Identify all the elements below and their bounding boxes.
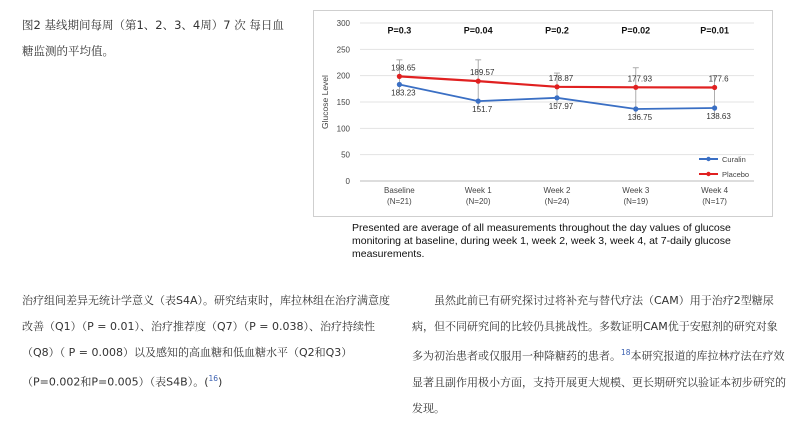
- y-tick-label: 250: [336, 45, 350, 55]
- data-label-placebo: 177.93: [627, 74, 653, 84]
- y-tick-label: 50: [341, 150, 350, 160]
- left-paragraph-text: 治疗组间差异无统计学意义（表S4A）。研究结束时，库拉林组在治疗满意度改善（Q1）（P = 0.01）、治疗推荐度（Q7）（P = 0.038）、治疗持续性（Q8）（ P = 0.008）以及感知的高血糖和低血糖水平（Q2和Q3）（P=0.002和P=0.005）（表S4B）。(: [22, 294, 391, 389]
- left-paragraph: [22, 288, 392, 396]
- legend-label-curalin: Curalin: [722, 155, 746, 164]
- y-tick-label: 200: [336, 71, 350, 81]
- x-tick-label: Week 1: [464, 186, 492, 195]
- p-value-label: P=0.01: [700, 25, 729, 36]
- data-label-curalin: 136.75: [627, 112, 653, 122]
- data-label-placebo: 189.57: [469, 68, 495, 78]
- data-point-curalin: [554, 95, 559, 100]
- x-tick-label: Week 3: [622, 186, 650, 195]
- data-label-curalin: 138.63: [706, 111, 731, 121]
- chart-container: [313, 10, 773, 217]
- data-label-placebo: 178.87: [548, 73, 574, 83]
- data-label-placebo: 177.6: [708, 74, 729, 84]
- data-point-curalin: [476, 99, 481, 104]
- y-tick-label: 100: [336, 124, 350, 134]
- data-label-curalin: 151.7: [472, 105, 493, 115]
- x-tick-label: Week 4: [701, 186, 729, 195]
- data-label-curalin: 157.97: [548, 101, 574, 111]
- legend-label-placebo: Placebo: [722, 170, 750, 179]
- chart-note: Presented are average of all measurements throughout the day values of glucose monitoring at baseline, during week 1, week 2, week 3, week 4, at 7-daily glucose measurements.: [352, 222, 731, 260]
- reference-link[interactable]: 18: [621, 348, 631, 357]
- reference-link[interactable]: 16: [208, 374, 219, 383]
- x-tick-n-label: (N=24): [544, 197, 570, 206]
- right-paragraph: [412, 288, 788, 422]
- p-value-label: P=0.04: [463, 25, 493, 36]
- y-tick-label: 300: [336, 19, 350, 28]
- right-paragraph-text-1: 虽然此前已有研究探讨过将补充与替代疗法（CAM）用于治疗2型糖尿病，但不同研究间的比较仍具挑战性。多数证明CAM优于安慰剂的研究对象多为初治患者或仅服用一种降糖药的患者。: [412, 294, 778, 363]
- data-label-curalin: 183.23: [391, 88, 416, 98]
- y-tick-label: 0: [345, 177, 350, 186]
- x-tick-label: Week 2: [543, 186, 571, 195]
- glucose-line-chart: [314, 11, 774, 218]
- data-point-curalin: [712, 105, 717, 110]
- data-point-placebo: [712, 85, 717, 90]
- x-tick-n-label: (N=20): [465, 197, 491, 206]
- p-value-label: P=0.02: [621, 25, 651, 36]
- right-paragraph-text-2: 本研究报道的库拉林疗法在疗效显著且副作用极小方面，支持开展更大规模、更长期研究以验证本初步研究的发现。: [412, 349, 786, 415]
- data-point-placebo: [476, 79, 481, 84]
- legend-marker-curalin: [706, 157, 710, 161]
- y-tick-label: 150: [336, 98, 350, 107]
- x-tick-n-label: (N=19): [623, 197, 649, 206]
- x-tick-label: Baseline: [384, 186, 415, 195]
- y-axis-label: Glucose Level: [320, 75, 330, 129]
- p-value-label: P=0.2: [545, 25, 569, 36]
- x-tick-n-label: (N=17): [702, 197, 727, 206]
- x-tick-n-label: (N=21): [387, 197, 412, 206]
- legend-marker-placebo: [706, 172, 710, 176]
- left-paragraph-end: ): [218, 375, 223, 389]
- data-point-curalin: [633, 106, 638, 111]
- data-point-placebo: [633, 85, 638, 90]
- figure-caption: 图2 基线期间每周（第1、2、3、4周）7 次 每日血糖监测的平均值。: [22, 18, 284, 58]
- data-label-placebo: 198.65: [391, 63, 416, 73]
- data-point-placebo: [397, 74, 402, 79]
- p-value-label: P=0.3: [387, 25, 412, 36]
- data-point-curalin: [397, 82, 402, 87]
- data-point-placebo: [554, 84, 559, 89]
